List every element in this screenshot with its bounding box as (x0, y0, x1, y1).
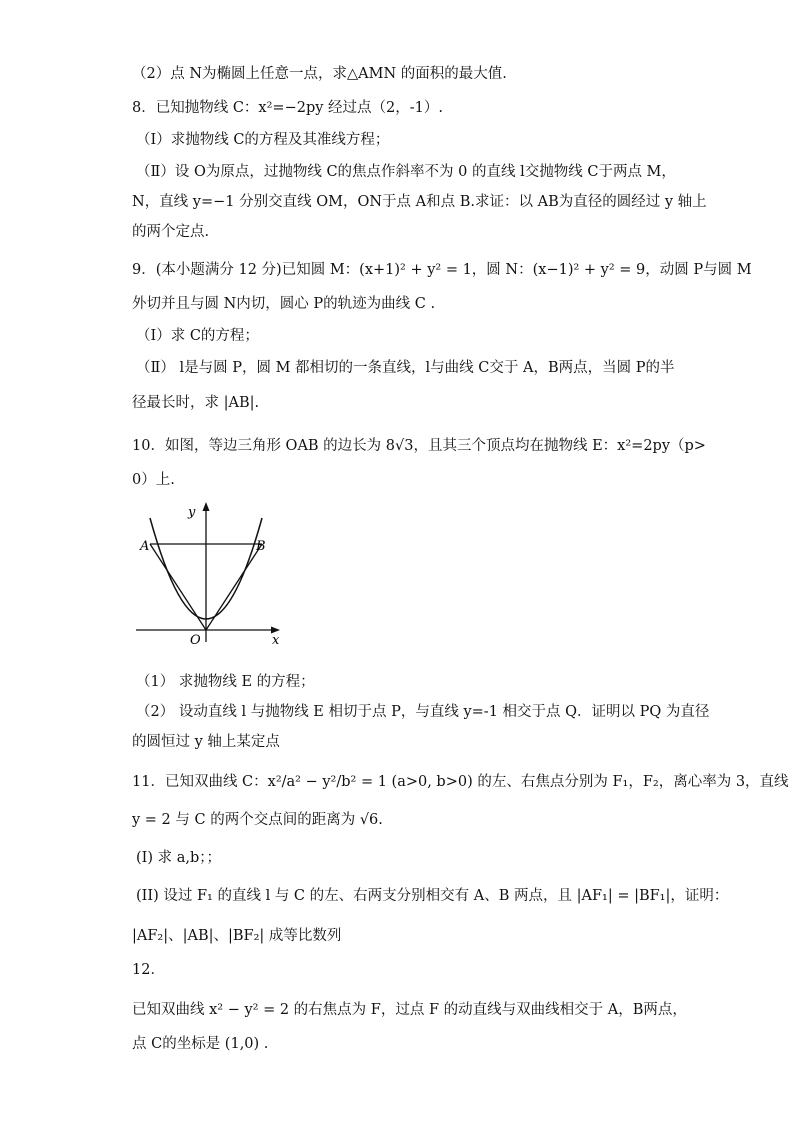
label-B: B (256, 539, 266, 554)
text-line-10: （Ⅱ） l是与圆 P，圆 M 都相切的一条直线，l与曲线 C交于 A，B两点，当圆 P的半 (136, 360, 675, 376)
segment-OA (150, 544, 206, 630)
label-x: x (272, 633, 280, 648)
label-O: O (190, 633, 201, 648)
text-line-14: （1） 求抛物线 E 的方程； (136, 674, 315, 690)
text-line-15: （2） 设动直线 l 与抛物线 E 相切于点 P，与直线 y=-1 相交于点 Q．证明以 PQ 为直径 (136, 704, 710, 720)
text-line-17: 11．已知双曲线 C：x²/a² − y²/b² = 1 (a>0, b>0) 的左、右焦点分别为 F₁，F₂，离心率为 3，直线 (132, 774, 789, 790)
text-line-24: 点 C的坐标是 (1,0) . (132, 1036, 269, 1052)
text-line-19: (I) 求 a,b；； (136, 850, 222, 866)
text-line-22: 12． (132, 962, 165, 978)
text-line-16: 的圆恒过 y 轴上某定点 (132, 734, 280, 750)
text-line-7: 9．(本小题满分 12 分)已知圆 M：(x+1)² + y² = 1，圆 N：(x−1)² + y² = 9，动圆 P与圆 M (132, 262, 752, 278)
text-line-6: 的两个定点. (132, 224, 210, 240)
text-line-2: 8．已知抛物线 C：x²=−2py 经过点（2，-1）. (132, 100, 443, 116)
text-line-12: 10．如图，等边三角形 OAB 的边长为 8√3，且其三个顶点均在抛物线 E：x²=2py（p> (132, 438, 706, 454)
text-line-1: （2）点 N为椭圆上任意一点，求△AMN 的面积的最大值. (132, 66, 507, 82)
text-line-20: (II) 设过 F₁ 的直线 l 与 C 的左、右两支分别相交有 A、B 两点，且 |AF₁| = |BF₁|，证明： (136, 888, 729, 904)
text-line-18: y = 2 与 C 的两个交点间的距离为 √6. (132, 812, 383, 828)
text-line-13: 0）上. (132, 472, 175, 488)
segment-OB (206, 544, 262, 630)
y-axis-arrow-icon (203, 502, 210, 511)
parabola-triangle-figure (128, 500, 288, 660)
text-line-3: （Ⅰ）求抛物线 C的方程及其准线方程； (136, 132, 390, 148)
text-line-23: 已知双曲线 x² − y² = 2 的右焦点为 F，过点 F 的动直线与双曲线相交于 A，B两点， (132, 1002, 687, 1018)
text-line-4: （Ⅱ）设 O为原点，过抛物线 C的焦点作斜率不为 0 的直线 l交抛物线 C于两点 M， (136, 164, 676, 180)
label-y: y (188, 505, 196, 520)
text-line-21: |AF₂|、|AB|、|BF₂| 成等比数列 (132, 928, 342, 944)
text-line-8: 外切并且与圆 N内切，圆心 P的轨迹为曲线 C . (132, 296, 436, 312)
label-A: A (140, 539, 150, 554)
text-line-5: N，直线 y=−1 分别交直线 OM，ON于点 A和点 B.求证：以 AB为直径的圆经过 y 轴上 (132, 194, 707, 210)
text-line-11: 径最长时，求 |AB|. (132, 395, 260, 411)
text-line-9: （Ⅰ）求 C的方程； (136, 328, 259, 344)
